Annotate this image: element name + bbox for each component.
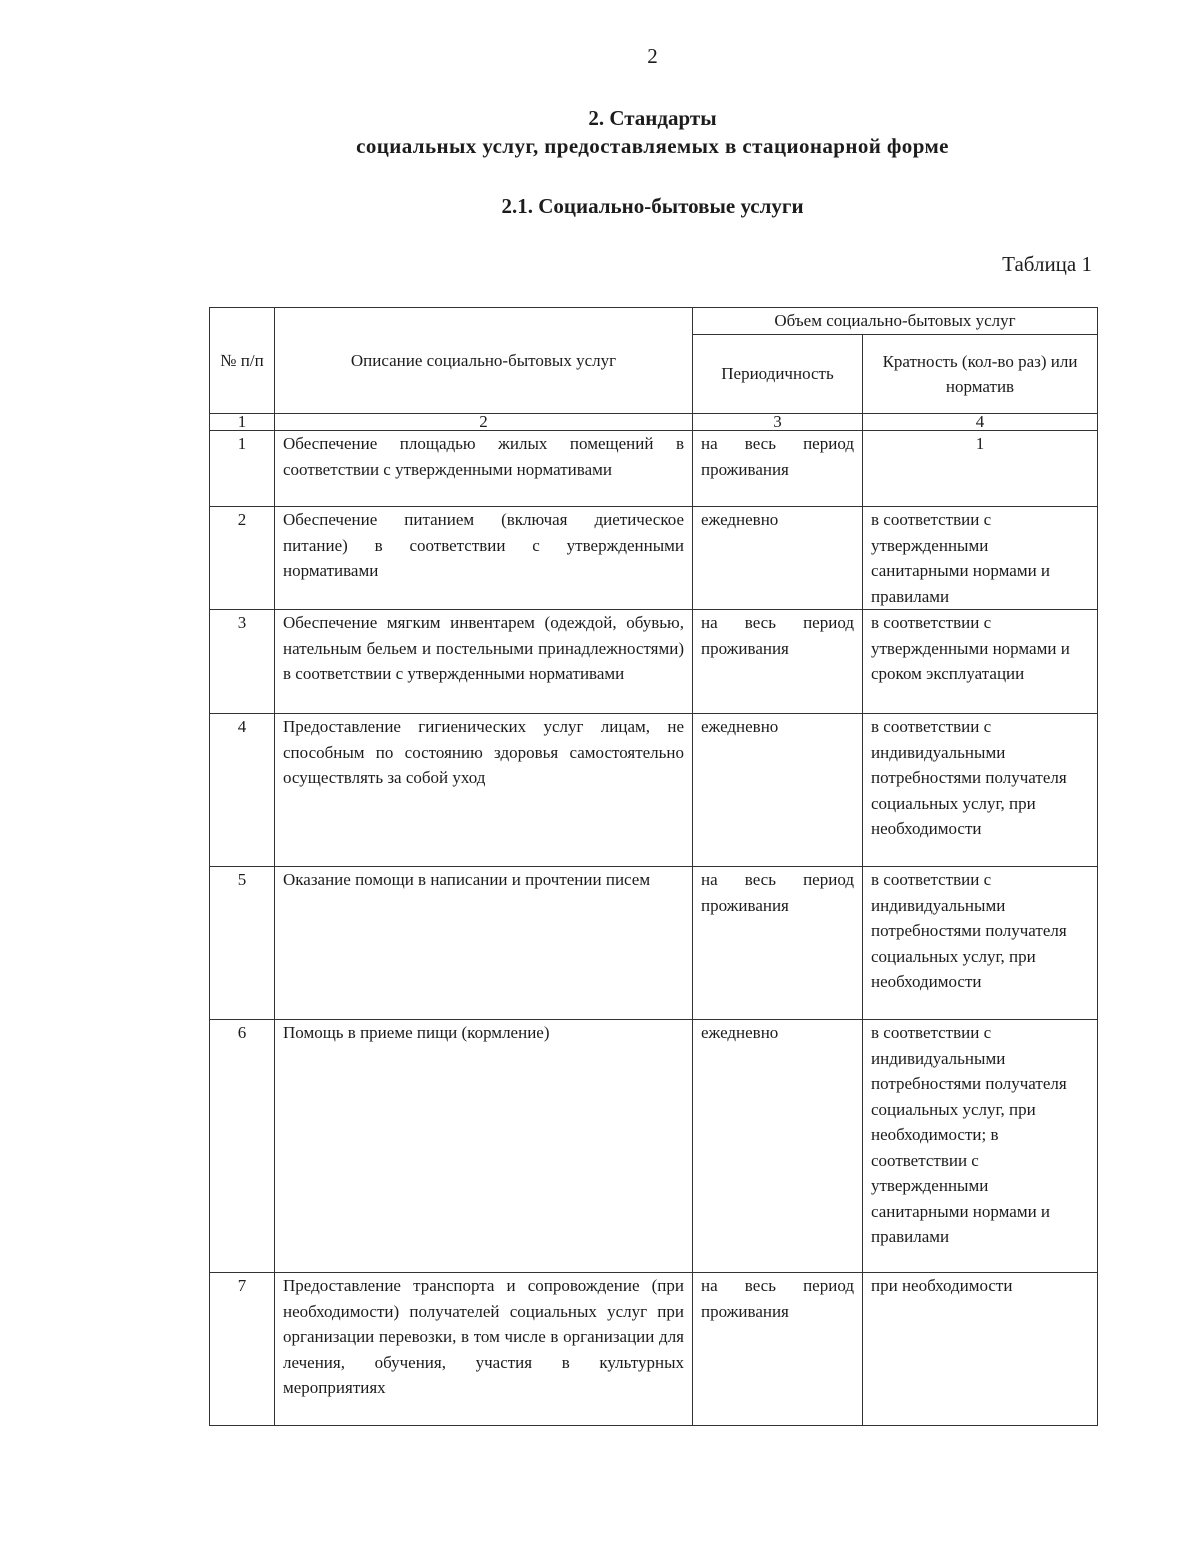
column-number: 1 (210, 414, 275, 431)
header-frequency: Кратность (кол-во раз) или норматив (863, 335, 1098, 414)
row-number: 3 (210, 610, 275, 714)
table-row (210, 1020, 1098, 1273)
service-description: Обеспечение площадью жилых помещений в соответствии с утвержденными нормативами (275, 431, 693, 507)
subsection-title: 2.1. Социально-бытовые услуги (501, 194, 804, 218)
service-description: Предоставление транспорта и сопровождение (при необходимости) получателей социальных услуг при организации перевозки, в том числе в организации для лечения, обучения, участия в культурных мероприятиях (275, 1273, 693, 1426)
table-row (210, 1273, 1098, 1426)
service-frequency: в соответствии с индивидуальными потребностями получателя социальных услуг, при необходимости (863, 867, 1098, 1020)
service-description: Обеспечение мягким инвентарем (одеждой, обувью, нательным бельем и постельными принадлежностями) в соответствии с утвержденными нормативами (275, 610, 693, 714)
table-row (210, 714, 1098, 867)
table-body (210, 414, 1098, 1426)
services-table (209, 307, 1098, 1426)
service-description: Предоставление гигиенических услуг лицам, не способным по состоянию здоровья самостоятельно осуществлять за собой уход (275, 714, 693, 867)
service-description: Помощь в приеме пищи (кормление) (275, 1020, 693, 1273)
service-frequency: при необходимости (863, 1273, 1098, 1426)
section-title-line2: социальных услуг, предоставляемых в стационарной форме (356, 134, 949, 158)
table-row (210, 507, 1098, 610)
service-periodicity: ежедневно (693, 507, 863, 610)
service-periodicity: на весь период проживания (693, 1273, 863, 1426)
section-title (0, 104, 1200, 160)
service-frequency: 1 (863, 431, 1098, 507)
row-number: 4 (210, 714, 275, 867)
column-number: 2 (275, 414, 693, 431)
row-number: 7 (210, 1273, 275, 1426)
service-periodicity: на весь период проживания (693, 610, 863, 714)
table-row (210, 867, 1098, 1020)
service-frequency: в соответствии с индивидуальными потребностями получателя социальных услуг, при необходимости (863, 714, 1098, 867)
row-number: 6 (210, 1020, 275, 1273)
table-row (210, 610, 1098, 714)
column-number: 4 (863, 414, 1098, 431)
column-number: 3 (693, 414, 863, 431)
header-description: Описание социально-бытовых услуг (275, 308, 693, 414)
service-periodicity: ежедневно (693, 1020, 863, 1273)
row-number: 2 (210, 507, 275, 610)
service-frequency: в соответствии с утвержденными санитарными нормами и правилами (863, 507, 1098, 610)
header-periodicity: Периодичность (693, 335, 863, 414)
section-title-line1: 2. Стандарты (588, 106, 717, 130)
row-number: 1 (210, 431, 275, 507)
service-periodicity: на весь период проживания (693, 867, 863, 1020)
service-description: Обеспечение питанием (включая диетическое питание) в соответствии с утвержденными нормативами (275, 507, 693, 610)
service-periodicity: на весь период проживания (693, 431, 863, 507)
service-frequency: в соответствии с утвержденными нормами и сроком эксплуатации (863, 610, 1098, 714)
header-volume-group: Объем социально-бытовых услуг (693, 308, 1098, 335)
table-row (210, 431, 1098, 507)
column-number-row (210, 414, 1098, 431)
service-periodicity: ежедневно (693, 714, 863, 867)
row-number: 5 (210, 867, 275, 1020)
page-number: 2 (647, 44, 658, 68)
service-description: Оказание помощи в написании и прочтении писем (275, 867, 693, 1020)
header-no: № п/п (210, 308, 275, 414)
table-caption: Таблица 1 (1002, 252, 1092, 276)
service-frequency: в соответствии с индивидуальными потребностями получателя социальных услуг, при необходимости; в соответствии с утвержденными санитарными нормами и правилами (863, 1020, 1098, 1273)
